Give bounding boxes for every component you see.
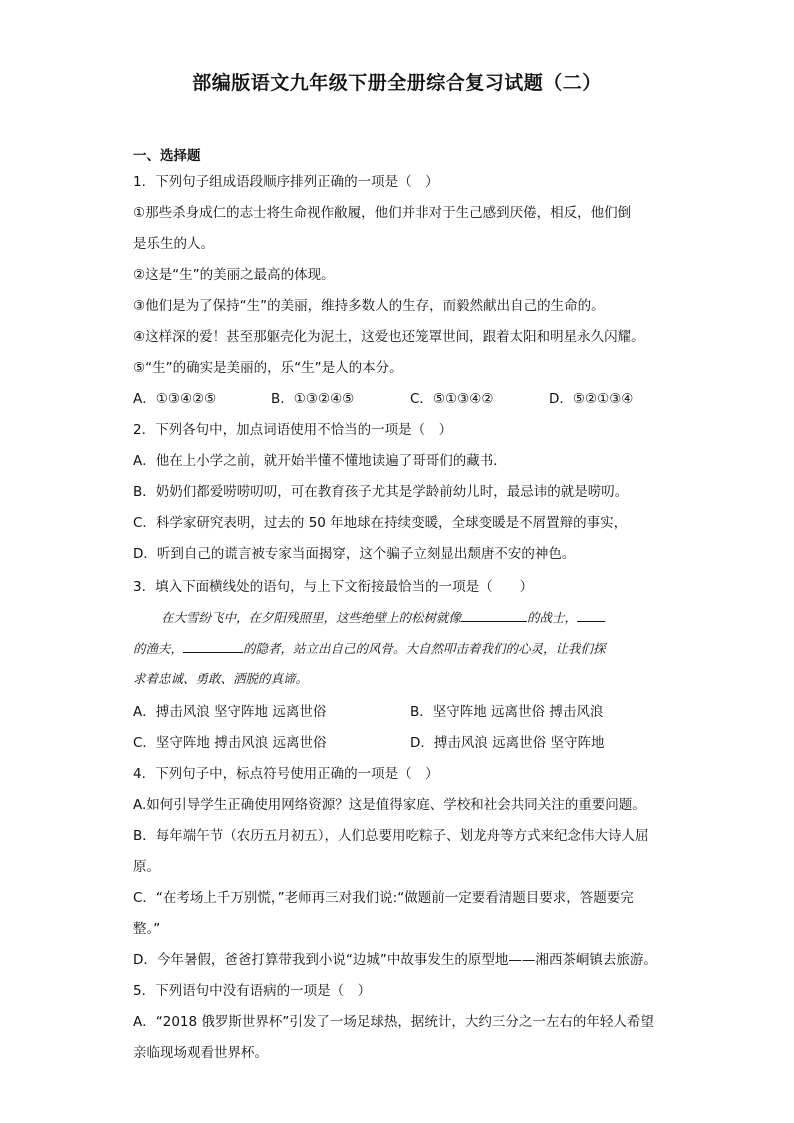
question-4-option-a: A.如何引导学生正确使用网络资源？这是值得家庭、学校和社会共同关注的重要问题。 [133, 797, 646, 813]
question-2-option-d: D．听到自己的谎言被专家当面揭穿，这个骗子立刻显出颓唐不安的神色。 [133, 546, 576, 562]
fill-blank-1 [461, 607, 527, 622]
question-5-option-a: A．“2018 俄罗斯世界杯”引发了一场足球热，据统计，大约三分之一左右的年轻人希望 [133, 1014, 654, 1030]
question-1-line: ④这样深的爱！甚至那躯壳化为泥土，这爱也还笼罩世间，跟着太阳和明星永久闪耀。 [133, 329, 645, 345]
question-2-stem: 2．下列各句中，加点词语使用不恰当的一项是（ ） [133, 422, 453, 438]
fill-blank-3 [183, 638, 243, 653]
question-4-option-b: B．每年端午节（农历五月初五），人们总要用吃粽子、划龙舟等方式来纪念伟大诗人屈 [133, 828, 649, 844]
question-1-option-c: C．⑤①③④② [410, 391, 494, 407]
passage-text: 的渔夫， [133, 641, 184, 656]
passage-text: 的战士， [527, 610, 578, 625]
page-title: 部编版语文九年级下册全册综合复习试题（二） [192, 72, 602, 94]
question-1-line: ①那些杀身成仁的志士将生命视作敝履，他们并非对于生己感到厌倦，相反，他们倒 [133, 205, 632, 221]
question-3-option-b: B．坚守阵地 远离世俗 搏击风浪 [410, 704, 604, 720]
question-3-option-d: D．搏击风浪 远离世俗 坚守阵地 [410, 735, 605, 751]
question-3-option-a: A．搏击风浪 坚守阵地 远离世俗 [133, 704, 327, 720]
fill-blank-2 [577, 607, 605, 622]
section-heading: 一、选择题 [133, 148, 201, 164]
question-1-option-a: A．①③④②⑤ [133, 391, 217, 407]
question-4-option-d: D．今年暑假，爸爸打算带我到小说“边城”中故事发生的原型地——湘西茶峒镇去旅游。 [133, 952, 657, 968]
question-3-passage-line-1 [161, 607, 605, 628]
question-1-option-d: D．⑤②①③④ [549, 391, 634, 407]
question-3-option-c: C．坚守阵地 搏击风浪 远离世俗 [133, 735, 327, 751]
question-1-line: 是乐生的人。 [133, 236, 214, 252]
question-5-stem: 5．下列语句中没有语病的一项是（ ） [133, 983, 372, 999]
question-2-option-a: A．他在上小学之前，就开始半懂不懂地读遍了哥哥们的藏书． [133, 453, 507, 469]
question-4-stem: 4．下列句子中，标点符号使用正确的一项是（ ） [133, 766, 439, 782]
question-4-option-c: C．“在考场上千万别慌，”老师再三对我们说:“做题前一定要看清题目要求，答题要完 [133, 890, 634, 906]
question-5-option-a-cont: 亲临现场观看世界杯。 [133, 1045, 268, 1061]
question-1-line: ③他们是为了保持“生”的美丽，维持多数人的生存，而毅然献出自己的生命的。 [133, 298, 605, 314]
passage-text: 的隐者，站立出自己的风骨。大自然叩击着我们的心灵，让我们探 [243, 641, 606, 656]
question-2-option-b: B．奶奶们都爱唠唠叨叨，可在教育孩子尤其是学龄前幼儿时，最忌讳的就是唠叨。 [133, 484, 629, 500]
question-4-option-c-cont: 整。” [133, 921, 161, 937]
question-1-stem: 1．下列句子组成语段顺序排列正确的一项是（ ） [133, 174, 439, 190]
question-4-option-b-cont: 原。 [133, 859, 160, 875]
question-3-stem: 3．填入下面横线处的语句，与上下文衔接最恰当的一项是（ ） [133, 579, 534, 595]
question-1-line: ⑤“生”的确实是美丽的，乐“生”是人的本分。 [133, 360, 403, 376]
question-1-line: ②这是“生”的美丽之最高的体现。 [133, 267, 335, 283]
passage-text: 在大雪纷飞中，在夕阳残照里，这些绝壁上的松树就像 [161, 610, 462, 625]
question-3-passage-line-2 [133, 638, 606, 659]
question-3-passage-line-3: 求着忠诚、勇敢、洒脱的真谛。 [133, 671, 309, 686]
question-2-option-c: C．科学家研究表明，过去的 50 年地球在持续变暖，全球变暖是不屑置辩的事实， [133, 515, 628, 531]
question-1-option-b: B．①③②④⑤ [271, 391, 355, 407]
